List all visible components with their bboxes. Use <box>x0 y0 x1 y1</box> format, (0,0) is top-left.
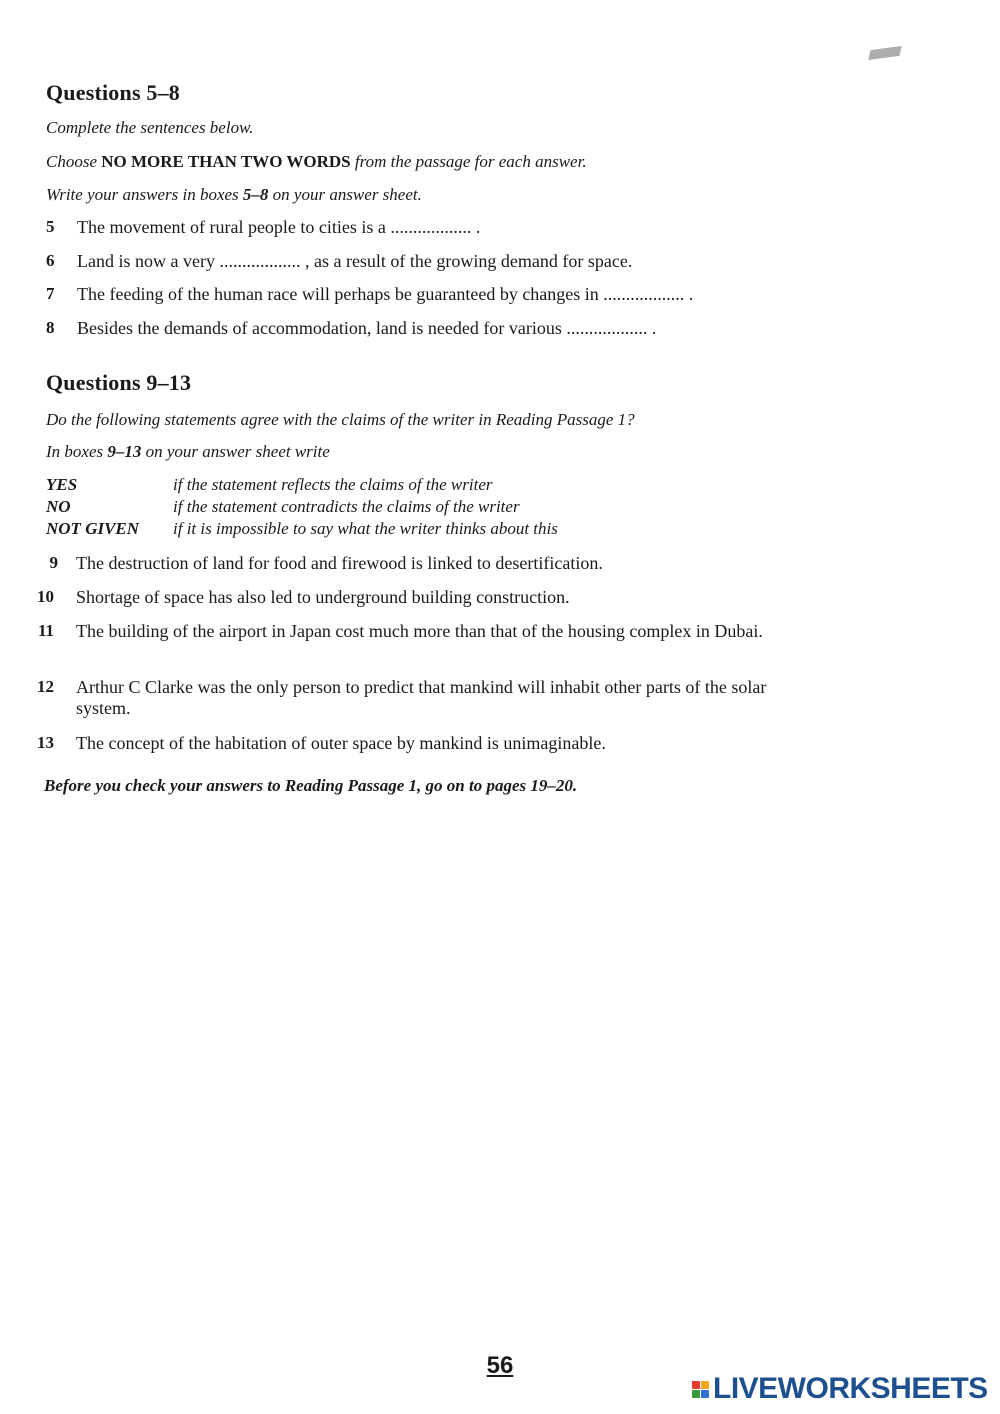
logo-squares-icon <box>692 1381 709 1398</box>
instruction-complete: Complete the sentences below. <box>46 118 254 137</box>
footer-note: Before you check your answers to Reading Passage 1, go on to pages 19–20. <box>44 776 578 795</box>
page-number: 56 <box>486 1352 514 1379</box>
liveworksheets-logo[interactable] <box>692 1372 988 1406</box>
instruction-write: Write your answers in boxes 5–8 on your answer sheet. <box>46 185 422 204</box>
instruction-agree: Do the following statements agree with the claims of the writer in Reading Passage 1? <box>46 410 635 429</box>
scan-artifact <box>868 46 901 60</box>
questions-5-8-section: Questions 5–8 Complete the sentences below. Choose NO MORE THAN TWO WORDS from the passage for each answer. Write your answers in boxes 5–8 on your answer sheet. 5 The movement of rural people to cities is a .................. . 6 Land is now a very .................. , as a result of the growing demand for space. 7 The feeding of the human race will perhaps be guaranteed by changes in .................. . 8 Besides the demands of accommodation, land is needed for various .................. . <box>46 80 826 350</box>
section-heading: Questions 5–8 <box>46 80 181 105</box>
section-heading: Questions 9–13 <box>46 370 192 395</box>
questions-9-13-section: Questions 9–13 Do the following statements agree with the claims of the writer in Reading Passage 1? In boxes 9–13 on your answer sheet write YES if the statement reflects the claims of the writer NO if the statement contradicts the claims of the writer NOT GIVEN if it is impossible to say what the writer thinks about this <box>46 370 826 770</box>
instruction-choose: Choose NO MORE THAN TWO WORDS from the passage for each answer. <box>46 152 587 171</box>
brand-name: LIVEWORKSHEETS <box>713 1372 988 1405</box>
instruction-boxes: In boxes 9–13 on your answer sheet write <box>46 442 330 461</box>
